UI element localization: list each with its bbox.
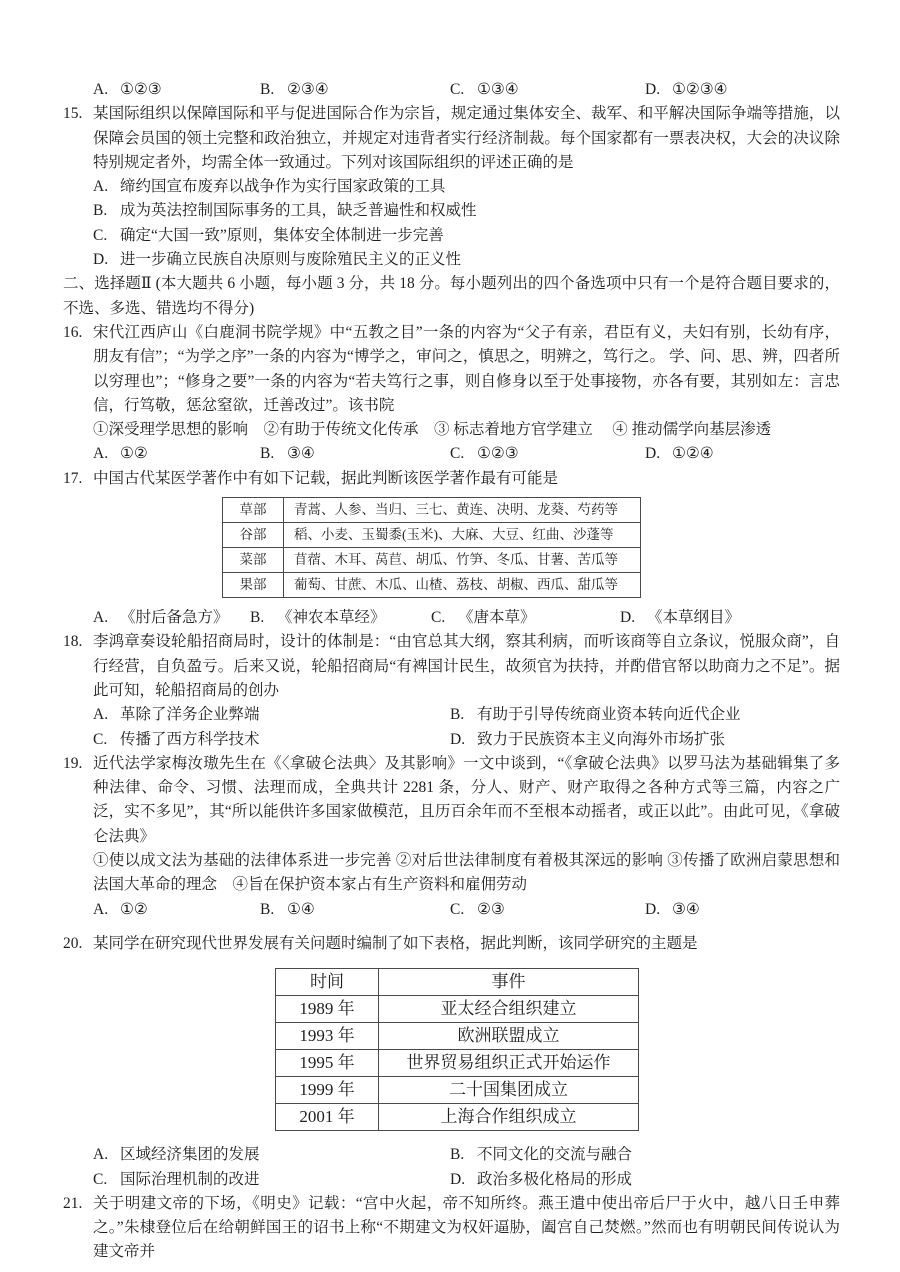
- event-cell: 世界贸易组织正式开始运作: [379, 1050, 639, 1077]
- option-text: ①②④: [672, 445, 714, 463]
- option-text: ①④: [287, 900, 315, 918]
- option-text: ①②: [120, 900, 148, 918]
- option-label: D.: [645, 900, 661, 918]
- option-label: C.: [93, 226, 108, 244]
- question-21: [63, 1192, 840, 1265]
- option-text: 有助于引导传统商业资本转向近代企业: [477, 706, 741, 724]
- items-cell: 稻、小麦、玉蜀黍(玉米)、大麻、大豆、红曲、沙蓬等: [284, 523, 641, 548]
- option-c: [93, 728, 450, 752]
- option-a: [93, 1143, 450, 1167]
- question-number: 21.: [63, 1194, 83, 1212]
- question-20: [63, 932, 840, 1192]
- option-a: [93, 898, 260, 922]
- option-d: [620, 606, 840, 630]
- table-row: [276, 1077, 639, 1104]
- timeline-table: [275, 968, 639, 1131]
- option-d: [450, 1168, 840, 1192]
- time-cell: 1999 年: [276, 1077, 379, 1104]
- option-label: B.: [260, 81, 275, 98]
- option-c: [450, 78, 645, 102]
- option-label: D.: [620, 609, 636, 627]
- option-text: 《神农本草经》: [277, 609, 386, 627]
- options-row: [93, 1143, 840, 1167]
- option-label: D.: [645, 445, 661, 463]
- numbered-statements: ①使以成文法为基础的法律体系进一步完善 ②对后世法律制度有着极其深远的影响 ③传播了欧洲启蒙思想和法国大革命的理念 ④旨在保护资本家占有生产资料和雇佣劳动: [93, 852, 840, 894]
- options-row: [93, 728, 840, 752]
- question-body: 中国古代某医学著作中有如下记载，据此判断该医学著作最有可能是: [93, 469, 559, 487]
- option-text: ①②: [120, 445, 148, 463]
- option-label: D.: [93, 251, 109, 269]
- option-d: [645, 442, 840, 466]
- option-text: 政治多极化格局的形成: [477, 1170, 633, 1188]
- option-label: C.: [431, 609, 446, 627]
- time-header: 时间: [276, 969, 379, 996]
- items-cell: 青蒿、人参、当归、三七、黄连、决明、龙葵、芍药等: [284, 498, 641, 523]
- option-label: A.: [93, 81, 109, 98]
- options-row: [93, 1168, 840, 1192]
- option-c: [450, 442, 645, 466]
- option-label: A.: [93, 706, 109, 724]
- option-b: [450, 1143, 840, 1167]
- options-row: [93, 606, 840, 630]
- table-row: [276, 1050, 639, 1077]
- options-row: [93, 78, 840, 102]
- question-17: [63, 467, 840, 631]
- option-d: [93, 248, 840, 272]
- option-d: [645, 78, 840, 102]
- option-label: B.: [260, 900, 275, 918]
- option-d: [645, 898, 840, 922]
- option-b: [250, 606, 431, 630]
- herb-category-table: [222, 497, 641, 598]
- option-text: 国际治理机制的改进: [120, 1170, 260, 1188]
- option-text: 确定“大国一致”原则，集体安全体制进一步完善: [120, 226, 444, 244]
- option-label: C.: [93, 1170, 108, 1188]
- table-row: [223, 548, 641, 573]
- option-a: [93, 442, 260, 466]
- question-14-options-row: [63, 78, 840, 102]
- event-cell: 欧洲联盟成立: [379, 1023, 639, 1050]
- option-text: 缔约国宣布废弃以战争作为实行国家政策的工具: [120, 178, 446, 196]
- table-row: [276, 996, 639, 1023]
- option-label: D.: [645, 81, 661, 98]
- option-text: 区域经济集团的发展: [120, 1146, 260, 1164]
- option-a: [93, 606, 250, 630]
- table-row: [223, 523, 641, 548]
- event-cell: 上海合作组织成立: [379, 1104, 639, 1131]
- question-body: 近代法学家梅汝璈先生在《〈拿破仑法典〉及其影响》一文中谈到，“《拿破仑法典》以罗马法为基础辑集了多种法律、命令、习惯、法理而成，全典共计 2281 条，分人、财产、财产取得之各种方式等三篇，内容之广泛，实不多见”，其“所以能供许多国家做模范，且历百余年而不至根本动摇者，或正以此”。由此可见，《拿破仑法典》: [93, 754, 840, 845]
- option-text: ①②③: [477, 445, 519, 463]
- items-cell: 葡萄、甘蔗、木瓜、山楂、荔枝、胡椒、西瓜、甜瓜等: [284, 573, 641, 598]
- question-15: [63, 102, 840, 272]
- question-body: 某国际组织以保障国际和平与促进国际合作为宗旨，规定通过集体安全、裁军、和平解决国际争端等措施，以保障会员国的领土完整和政治独立，并规定对违背者实行经济制裁。每个国家都有一票表决权，大会的决议除特别规定者外，均需全体一致通过。下列对该国际组织的评述正确的是: [93, 105, 840, 171]
- option-c: [431, 606, 620, 630]
- options-row: [93, 442, 840, 466]
- question-16: [63, 321, 840, 467]
- table-row: [223, 498, 641, 523]
- table-row: [276, 1023, 639, 1050]
- option-text: 《唐本草》: [458, 609, 536, 627]
- table-row: [223, 573, 641, 598]
- options-grid: [93, 703, 840, 752]
- option-text: ②③: [477, 900, 505, 918]
- question-number: 19.: [63, 754, 83, 772]
- option-d: [450, 728, 840, 752]
- time-cell: 1989 年: [276, 996, 379, 1023]
- option-b: [260, 442, 450, 466]
- event-cell: 亚太经合组织建立: [379, 996, 639, 1023]
- option-label: B.: [450, 1146, 465, 1164]
- time-cell: 1993 年: [276, 1023, 379, 1050]
- option-text: 《本草纲目》: [647, 609, 741, 627]
- question-number: 18.: [63, 633, 83, 651]
- time-cell: 1995 年: [276, 1050, 379, 1077]
- event-header: 事件: [379, 969, 639, 996]
- question-number: 20.: [63, 934, 83, 952]
- option-c: [450, 898, 645, 922]
- option-text: 传播了西方科学技术: [120, 730, 260, 748]
- option-text: ③④: [672, 900, 700, 918]
- category-cell: 果部: [223, 573, 284, 598]
- option-label: A.: [93, 609, 109, 627]
- option-label: B.: [450, 706, 465, 724]
- time-cell: 2001 年: [276, 1104, 379, 1131]
- option-a: [93, 703, 450, 727]
- option-label: B.: [250, 609, 265, 627]
- question-number: 17.: [63, 469, 83, 487]
- options-row: [93, 703, 840, 727]
- option-text: 进一步确立民族自决原则与废除殖民主义的正义性: [120, 251, 462, 269]
- question-number: 16.: [63, 323, 83, 341]
- option-a: [93, 78, 260, 102]
- option-label: A.: [93, 445, 109, 463]
- options-grid: [93, 1143, 840, 1192]
- question-body: 宋代江西庐山《白鹿洞书院学规》中“五教之目”一条的内容为“父子有亲，君臣有义，夫妇有别，长幼有序，朋友有信”；“为学之序”一条的内容为“博学之，审问之，慎思之，明辨之，笃行之。 学、问、思、辨，四者所以穷理也”；“修身之要”一条的内容为“若夫笃行之事，则自修身以至于处事接物，亦各有要，其别如左：言忠信，行笃敬，惩忿窒欲，迁善改过”。该书院: [93, 323, 840, 414]
- option-c: [93, 224, 840, 248]
- option-text: ①②③④: [672, 81, 728, 98]
- option-text: ③④: [287, 445, 315, 463]
- option-label: B.: [260, 445, 275, 463]
- option-label: A.: [93, 900, 109, 918]
- option-text: 不同文化的交流与融合: [477, 1146, 633, 1164]
- option-label: C.: [450, 900, 465, 918]
- option-b: [260, 78, 450, 102]
- option-text: ②③④: [287, 81, 329, 98]
- option-label: C.: [450, 81, 465, 98]
- table-header-row: [276, 969, 639, 996]
- table-row: [276, 1104, 639, 1131]
- option-b: [260, 898, 450, 922]
- category-cell: 草部: [223, 498, 284, 523]
- options-row: [93, 898, 840, 922]
- option-text: 《肘后备急方》: [120, 609, 229, 627]
- category-cell: 谷部: [223, 523, 284, 548]
- question-body: 某同学在研究现代世界发展有关问题时编制了如下表格，据此判断，该同学研究的主题是: [93, 934, 698, 952]
- option-text: ①②③: [120, 81, 162, 98]
- option-b: [450, 703, 840, 727]
- option-text: 致力于民族资本主义向海外市场扩张: [477, 730, 726, 748]
- option-label: A.: [93, 178, 109, 196]
- question-body: 关于明建文帝的下场，《明史》记载：“宫中火起，帝不知所终。燕王遣中使出帝后尸于火中，越八日壬申葬之。”朱棣登位后在给朝鲜国王的诏书上称“不期建文为权奸逼胁，阖宫自己焚燃。”然而也有明朝民间传说认为建文帝并: [93, 1194, 840, 1261]
- option-label: B.: [93, 202, 108, 220]
- option-label: C.: [450, 445, 465, 463]
- question-number: 15.: [63, 105, 83, 123]
- question-body: 李鸿章奏设轮船招商局时，设计的体制是：“由官总其大纲，察其利病，而听该商等自立条议，悦服众商”，自行经营，自负盈亏。后来又说，轮船招商局“有裨国计民生，故须官为扶持，并酌借官帑以助商力之不足”。据此可知，轮船招商局的创办: [93, 633, 840, 699]
- option-label: C.: [93, 730, 108, 748]
- question-18: [63, 630, 840, 751]
- option-label: D.: [450, 730, 466, 748]
- option-text: 成为英法控制国际事务的工具，缺乏普遍性和权威性: [120, 202, 477, 220]
- items-cell: 苜蓿、木耳、莴苣、胡瓜、竹笋、冬瓜、甘薯、苦瓜等: [284, 548, 641, 573]
- section-2-heading: 二、选择题Ⅱ (本大题共 6 小题，每小题 3 分，共 18 分。每小题列出的四个备选项中只有一个是符合题目要求的，不选、多选、错选均不得分): [63, 275, 840, 317]
- option-a: [93, 175, 840, 199]
- option-text: ①③④: [477, 81, 519, 98]
- event-cell: 二十国集团成立: [379, 1077, 639, 1104]
- question-19: [63, 752, 840, 922]
- option-label: D.: [450, 1170, 466, 1188]
- option-b: [93, 199, 840, 223]
- option-c: [93, 1168, 450, 1192]
- option-text: 革除了洋务企业弊端: [120, 706, 260, 724]
- category-cell: 菜部: [223, 548, 284, 573]
- option-label: A.: [93, 1146, 109, 1164]
- numbered-statements: ①深受理学思想的影响 ②有助于传统文化传承 ③ 标志着地方官学建立 ④ 推动儒学向基层渗透: [93, 421, 772, 439]
